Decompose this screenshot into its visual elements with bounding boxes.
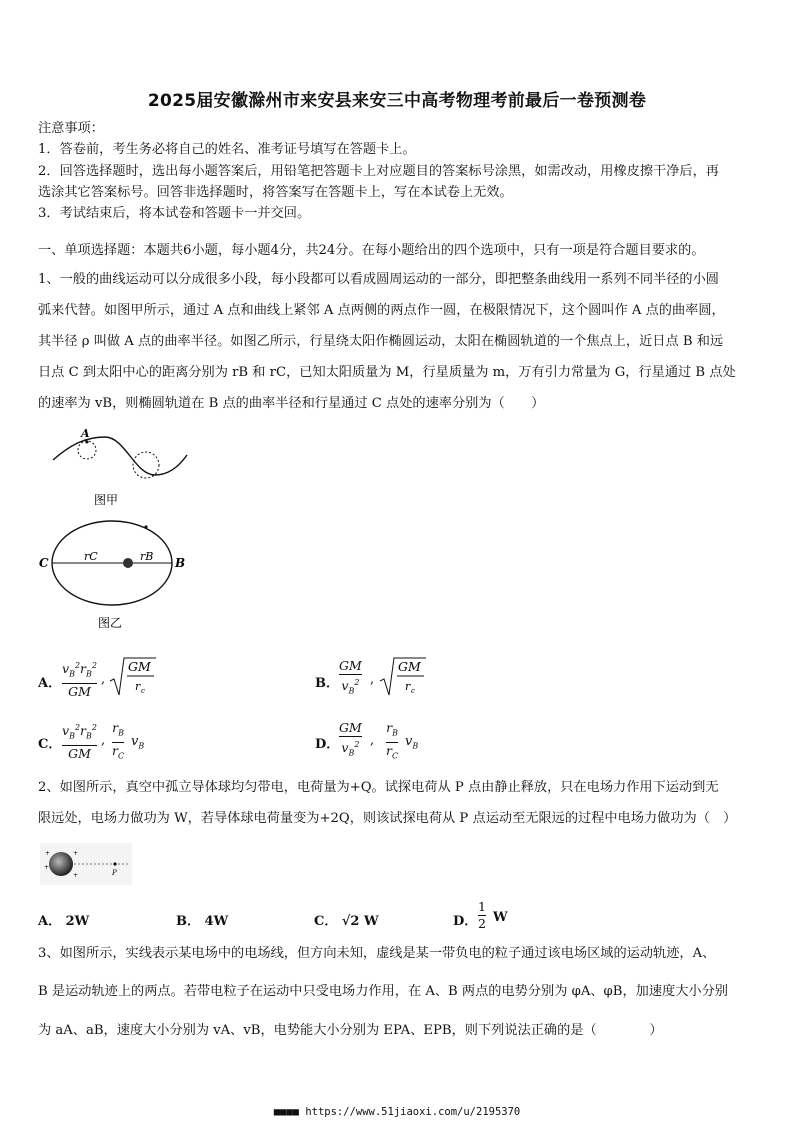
option-b-label: B． bbox=[315, 676, 339, 691]
q2-option-d-fraction: 1 2 bbox=[478, 899, 486, 931]
figure-curvature-wave bbox=[50, 425, 190, 515]
figure-b-caption: 图乙 bbox=[98, 616, 123, 630]
point-p-label: P bbox=[112, 869, 117, 877]
q2-text: 2、如图所示，真空中孤立导体球均匀带电，电荷量为+Q。试探电荷从 P 点由静止释放，只在电场力作用下运动到无 bbox=[38, 780, 719, 795]
option-a-fraction: $v_B^2r_B^2$ GM bbox=[62, 661, 98, 699]
notice-item: 1．答卷前，考生务必将自己的姓名、准考证号填写在答题卡上。 bbox=[38, 142, 416, 157]
svg-text:r: r bbox=[405, 680, 411, 693]
rb-label: rB bbox=[140, 550, 154, 563]
option-c-ratio: $r_B$ $r_C$ bbox=[112, 720, 125, 760]
option-c-label: C． bbox=[38, 737, 62, 752]
option-a-sqrt bbox=[108, 655, 158, 699]
notice-item: 3．考试结束后，将本试卷和答题卡一并交回。 bbox=[38, 206, 311, 221]
option-d-label: D． bbox=[315, 737, 340, 752]
svg-text:c: c bbox=[411, 687, 415, 695]
notice-heading: 注意事项： bbox=[38, 121, 104, 136]
rc-label: rC bbox=[84, 550, 98, 563]
option-d-ratio: $r_B$ $r_C$ bbox=[386, 720, 399, 760]
notice-item: 2．回答选择题时，选出每小题答案后，用铅笔把答题卡上对应题目的答案标号涂黑，如需改动，用橡皮擦干净后，再 bbox=[38, 164, 719, 179]
svg-text:+: + bbox=[45, 850, 51, 857]
notice-item: 选涂其它答案标号。回答非选择题时，将答案写在答题卡上，写在本试卷上无效。 bbox=[38, 185, 513, 200]
figure-charged-sphere bbox=[40, 843, 132, 885]
q2-option-a: A． 2W bbox=[38, 914, 90, 929]
figure-ellipse-orbit bbox=[36, 515, 186, 635]
q3-text: B 是运动轨迹上的两点。若带电粒子在运动中只受电场力作用，在 A、B 两点的电势分别为 φA、φB，加速度大小分别 bbox=[38, 984, 728, 999]
option-c-fraction: $v_B^2r_B^2$ GM bbox=[62, 723, 98, 761]
q1-text: 日点 C 到太阳中心的距离分别为 rB 和 rC，已知太阳质量为 M，行星质量为 m，万有引力常量为 G，行星通过 B 点处 bbox=[38, 365, 736, 380]
svg-text:GM: GM bbox=[128, 659, 151, 674]
q2-option-d-label: D． bbox=[453, 914, 478, 929]
figure-a-caption: 图甲 bbox=[94, 493, 119, 507]
option-b-fraction: GM $v_B^2$ bbox=[339, 658, 362, 696]
point-c-label: C bbox=[39, 556, 49, 570]
svg-text:GM: GM bbox=[398, 659, 421, 674]
q3-text: 3、如图所示，实线表示某电场中的电场线，但方向未知，虚线是某一带负电的粒子通过该电场区域的运动轨迹，A、 bbox=[38, 946, 716, 961]
q1-text: 弧来代替。如图甲所示，通过 A 点和曲线上紧邻 A 点两侧的两点作一圆，在极限情况下，这个圆叫作 A 点的曲率圆， bbox=[38, 303, 725, 318]
point-b-label: B bbox=[175, 556, 186, 570]
option-b-sqrt bbox=[378, 655, 428, 699]
q1-text: 其半径 ρ 叫做 A 点的曲率半径。如图乙所示，行星绕太阳作椭圆运动，太阳在椭圆轨道的一个焦点上，近日点 B 和远 bbox=[38, 334, 724, 349]
q2-option-b: B． 4W bbox=[176, 914, 229, 929]
point-a-label: A bbox=[81, 427, 90, 440]
q1-text: 1、一般的曲线运动可以分成很多小段，每小段都可以看成圆周运动的一部分，即把整条曲线用一系列不同半径的小圆 bbox=[38, 272, 719, 287]
svg-text:+: + bbox=[73, 850, 79, 857]
q2-text: 限远处，电场力做功为 W，若导体球电荷量变为+2Q，则该试探电荷从 P 点运动至无限远的过程中电场力做功为（ ） bbox=[38, 811, 737, 826]
page-title: 2025届安徽滁州市来安县来安三中高考物理考前最后一卷预测卷 bbox=[147, 91, 647, 111]
option-d-fraction: GM $v_B^2$ bbox=[339, 720, 362, 758]
svg-text:+: + bbox=[73, 872, 79, 879]
svg-text:r: r bbox=[135, 680, 141, 693]
footer-url: ■■■■ https://www.51jiaoxi.com/u/2195370 bbox=[273, 1106, 521, 1118]
section-heading: 一、单项选择题：本题共6小题，每小题4分，共24分。在每小题给出的四个选项中，只有一项是符合题目要求的。 bbox=[38, 243, 705, 258]
option-a-label: A． bbox=[38, 676, 62, 691]
q3-text: 为 aA、aB，速度大小分别为 vA、vB，电势能大小分别为 EPA、EPB，则下列说法正确的是（ ） bbox=[38, 1023, 663, 1038]
q2-option-d-text: W bbox=[493, 910, 508, 925]
q1-text: 的速率为 vB，则椭圆轨道在 B 点的曲率半径和行星通过 C 点处的速率分别为（ ） bbox=[38, 396, 545, 411]
svg-text:+: + bbox=[44, 864, 50, 871]
svg-text:c: c bbox=[141, 687, 145, 695]
q2-option-c: C． √2 W bbox=[314, 914, 379, 929]
